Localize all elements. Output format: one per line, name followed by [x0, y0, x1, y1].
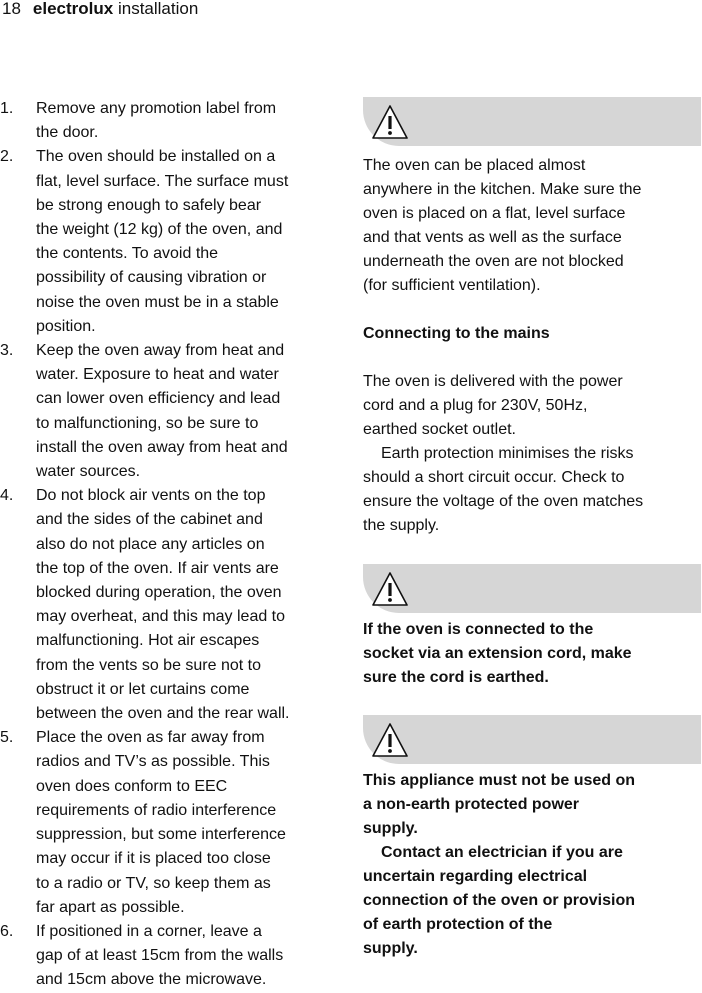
text-line: the supply. — [363, 517, 440, 534]
step-text — [36, 726, 352, 920]
step-number: 2. — [0, 148, 14, 166]
text-line: If the oven is connected to the — [363, 621, 594, 638]
text-line: underneath the oven are not blocked — [363, 253, 624, 270]
text-line: blocked during operation, the oven — [36, 584, 282, 602]
text-line: The oven should be installed on a — [36, 148, 276, 166]
text-line: sure the cord is earthed. — [363, 669, 549, 686]
text-line: to malfunctioning, so be sure to — [36, 414, 259, 432]
step-number: 4. — [0, 487, 14, 505]
text-line: gap of at least 15cm from the walls — [36, 947, 284, 965]
text-line: possibility of causing vibration or — [36, 269, 267, 287]
text-line: This appliance must not be used on — [363, 772, 636, 789]
warning-triangle-icon — [370, 103, 410, 141]
mains-heading: Connecting to the mains — [363, 325, 550, 342]
step-text — [36, 97, 352, 145]
text-line: water. Exposure to heat and water — [36, 366, 279, 384]
text-line: from the vents so be sure not to — [36, 656, 262, 674]
placement-paragraph — [363, 154, 702, 298]
text-line: the top of the oven. If air vents are — [36, 559, 279, 577]
text-line: may occur if it is placed too close — [36, 850, 271, 868]
text-line: socket via an extension cord, make — [363, 645, 632, 662]
earth-protection-warning — [363, 769, 702, 961]
text-line: (for sufficient ventilation). — [363, 277, 541, 294]
text-line: the contents. To avoid the — [36, 245, 219, 263]
text-line: and 15cm above the microwave. — [36, 971, 267, 989]
text-line: should a short circuit occur. Check to — [363, 469, 625, 486]
text-line: may overheat, and this may lead to — [36, 608, 286, 626]
text-line: cord and a plug for 230V, 50Hz, — [363, 397, 588, 414]
text-line: supply. — [363, 820, 418, 837]
text-line: can lower oven efficiency and lead — [36, 390, 281, 408]
text-line: position. — [36, 317, 96, 335]
text-line: Contact an electrician if you are — [381, 844, 623, 861]
text-line: Remove any promotion label from — [36, 100, 277, 117]
text-line: If positioned in a corner, leave a — [36, 922, 262, 940]
step-number: 1. — [0, 100, 14, 117]
text-line: supply. — [363, 940, 418, 957]
list-item — [0, 97, 352, 145]
text-line: the door. — [36, 124, 99, 142]
step-number: 5. — [0, 729, 14, 747]
page-number: 18 — [2, 0, 21, 18]
step-text — [36, 339, 352, 484]
brand-name: electrolux — [32, 0, 114, 18]
step-number: 3. — [0, 342, 14, 360]
text-line: the weight (12 kg) of the oven, and — [36, 221, 283, 239]
text-line: Earth protection minimises the risks — [381, 445, 634, 462]
installation-steps-list — [0, 97, 352, 993]
text-line: radios and TV’s as possible. This — [36, 753, 270, 771]
warning-bar — [363, 97, 701, 146]
text-line: be strong enough to safely bear — [36, 196, 262, 214]
text-line: to a radio or TV, so keep them as — [36, 874, 271, 892]
list-item — [0, 726, 352, 920]
page-header — [2, 0, 198, 18]
text-line: between the oven and the rear wall. — [36, 705, 290, 723]
text-line: requirements of radio interference — [36, 801, 277, 819]
step-text — [36, 920, 352, 993]
text-line: The oven is delivered with the power — [363, 373, 623, 390]
text-line: oven does conform to EEC — [36, 777, 228, 795]
text-line: a non-earth protected power — [363, 796, 580, 813]
text-line: suppression, but some interference — [36, 826, 286, 844]
warning-triangle-icon — [370, 721, 410, 759]
section-name: installation — [117, 0, 199, 18]
text-line: of earth protection of the — [363, 916, 553, 933]
list-item — [0, 339, 352, 484]
warning-bar — [363, 715, 701, 764]
warning-bar — [363, 564, 701, 613]
text-line: install the oven away from heat and — [36, 438, 288, 456]
text-line: noise the oven must be in a stable — [36, 293, 279, 311]
step-text — [36, 145, 352, 339]
text-line: also do not place any articles on — [36, 535, 265, 553]
text-line: water sources. — [36, 463, 141, 481]
text-line: far apart as possible. — [36, 898, 185, 916]
text-line: ensure the voltage of the oven matches — [363, 493, 644, 510]
list-item — [0, 920, 352, 993]
step-text — [36, 484, 352, 726]
text-line: earthed socket outlet. — [363, 421, 516, 438]
text-line: uncertain regarding electrical — [363, 868, 588, 885]
list-item — [0, 145, 352, 339]
list-item — [0, 484, 352, 726]
text-line: and the sides of the cabinet and — [36, 511, 263, 529]
warning-triangle-icon — [370, 570, 410, 608]
text-line: Place the oven as far away from — [36, 729, 265, 747]
text-line: and that vents as well as the surface — [363, 229, 622, 246]
mains-paragraph — [363, 370, 702, 538]
text-line: Do not block air vents on the top — [36, 487, 266, 505]
text-line: oven is placed on a flat, level surface — [363, 205, 626, 222]
text-line: connection of the oven or provision — [363, 892, 636, 909]
text-line: obstruct it or let curtains come — [36, 680, 250, 698]
text-line: Keep the oven away from heat and — [36, 342, 285, 360]
text-line: anywhere in the kitchen. Make sure the — [363, 181, 642, 198]
extension-cord-warning — [363, 618, 702, 690]
step-number: 6. — [0, 922, 14, 940]
text-line: malfunctioning. Hot air escapes — [36, 632, 260, 650]
text-line: flat, level surface. The surface must — [36, 172, 289, 190]
text-line: The oven can be placed almost — [363, 157, 586, 174]
